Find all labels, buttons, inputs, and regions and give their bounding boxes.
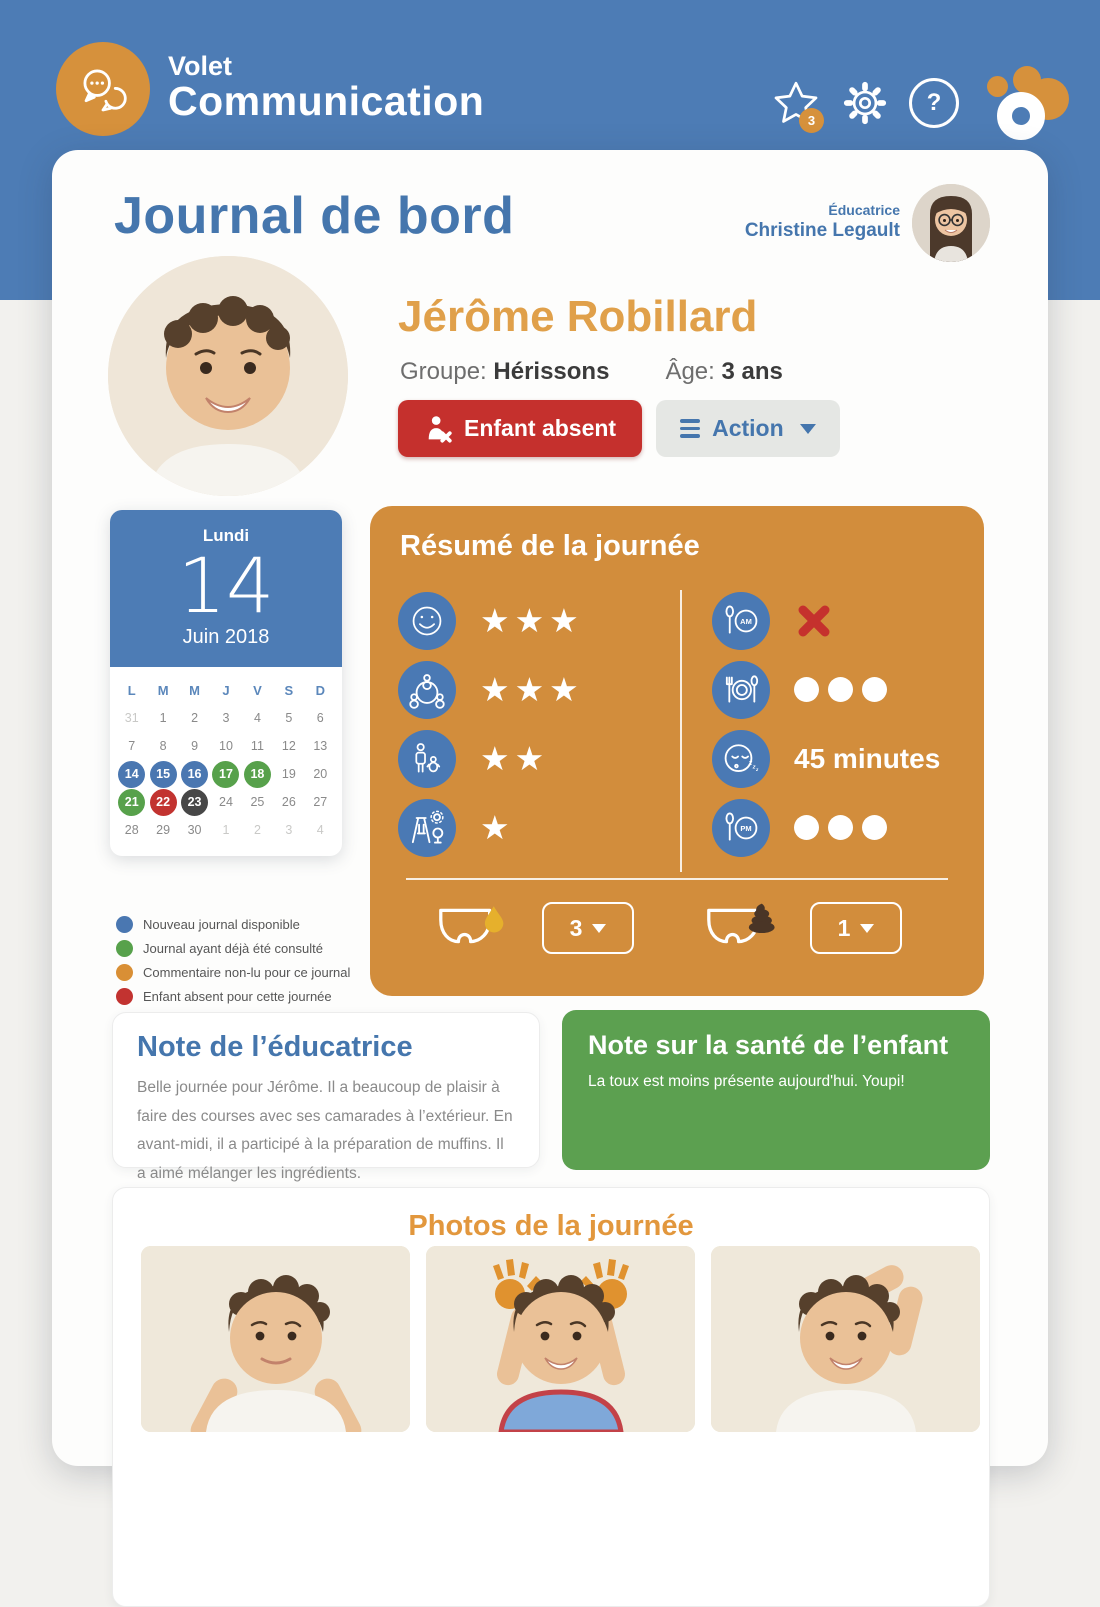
health-note-body: La toux est moins présente aujourd'hui. Youpi!	[588, 1073, 905, 1090]
calendar-day-cell[interactable]: 21	[118, 789, 145, 816]
legend-dot	[116, 940, 133, 957]
calendar-day-cell[interactable]: 4	[253, 710, 261, 725]
star-rating: ★★	[480, 740, 550, 777]
calendar-day-cell[interactable]: 19	[281, 766, 296, 781]
snack-am-icon	[712, 592, 770, 650]
diaper-group	[434, 900, 634, 956]
summary-title: Résumé de la journée	[400, 530, 700, 562]
rating-dot	[862, 815, 887, 840]
calendar-selected-date	[110, 510, 342, 667]
svg-text:AM: AM	[740, 616, 752, 626]
summary-activity-row	[398, 586, 668, 655]
calendar-day-header: D	[315, 682, 325, 698]
health-note-card	[562, 1010, 990, 1170]
child-photo	[108, 256, 348, 496]
diaper-count-select[interactable]	[542, 902, 634, 954]
diaper-count-value: 3	[569, 914, 583, 941]
legend-label: Commentaire non-lu pour ce journal	[143, 965, 351, 980]
legend-label: Journal ayant déjà été consulté	[143, 941, 323, 956]
diaper-soiled-icon	[702, 900, 778, 956]
rating-dot	[828, 815, 853, 840]
snack-pm-icon	[712, 799, 770, 857]
chevron-down-icon	[592, 924, 606, 933]
absent-button[interactable]	[398, 400, 642, 457]
calendar-day-cell[interactable]: 28	[124, 822, 139, 837]
summary-meal-row	[712, 724, 972, 793]
app-logo	[56, 42, 150, 136]
calendar-day-header: S	[284, 682, 294, 698]
calendar-day-cell[interactable]: 5	[285, 710, 293, 725]
calendar-card	[110, 510, 342, 856]
dot-rating	[794, 677, 887, 702]
calendar-day-header: L	[127, 682, 136, 698]
calendar-day-cell[interactable]: 23	[181, 789, 208, 816]
summary-activity-row	[398, 724, 668, 793]
educator-role: Éducatrice	[828, 202, 900, 218]
star-rating: ★★★	[480, 602, 584, 639]
calendar-day-cell[interactable]: 12	[281, 738, 296, 753]
child-name: Jérôme Robillard	[398, 292, 758, 341]
calendar-day-cell[interactable]: 30	[187, 822, 202, 837]
svg-text:z: z	[748, 757, 753, 767]
rating-dot	[794, 815, 819, 840]
nap-duration: 45 minutes	[794, 742, 941, 774]
photos-title: Photos de la journée	[408, 1210, 694, 1242]
calendar-day-cell[interactable]: 17	[212, 761, 239, 788]
help-button[interactable]	[908, 77, 960, 129]
summary-divider-horizontal	[406, 878, 948, 880]
favorites-button[interactable]	[770, 77, 822, 129]
legend-dot	[116, 964, 133, 981]
calendar-day-cell[interactable]: 20	[313, 766, 328, 781]
summary-activity-row	[398, 793, 668, 862]
calendar-day-cell[interactable]: 25	[250, 794, 265, 809]
calendar-day-cell[interactable]: 9	[191, 738, 199, 753]
summary-meal-row	[712, 655, 972, 724]
friends-icon	[398, 661, 456, 719]
lunch-icon	[712, 661, 770, 719]
calendar-day-cell[interactable]: 6	[316, 710, 324, 725]
calendar-day-cell[interactable]: 4	[316, 822, 324, 837]
child-age: Âge: 3 ans	[665, 358, 783, 385]
svg-text:z: z	[756, 766, 759, 772]
calendar-day-cell[interactable]: 1	[159, 710, 167, 725]
calendar-day-cell[interactable]: 7	[128, 738, 136, 753]
app-title-line2: Communication	[168, 78, 485, 125]
help-icon: ?	[909, 78, 959, 128]
mood-icon	[398, 592, 456, 650]
nap-icon	[712, 730, 770, 788]
legend-item	[116, 964, 350, 981]
calendar-day-cell[interactable]: 29	[156, 822, 171, 837]
calendar-day-cell[interactable]: 1	[222, 822, 230, 837]
educator-note-body: Belle journée pour Jérôme. Il a beaucoup de plaisir à faire des courses avec ses camarades à l’extérieur. En avant-midi, il a participé à la préparation de muffins. Il a aimé mélanger les ingrédients.	[137, 1079, 513, 1183]
legend-item	[116, 988, 350, 1005]
diaper-group	[702, 900, 902, 956]
calendar-day-cell[interactable]: 27	[313, 794, 328, 809]
legend-dot	[116, 916, 133, 933]
educator-avatar[interactable]	[912, 184, 990, 262]
chevron-down-icon	[860, 924, 874, 933]
educator-note-card	[112, 1012, 540, 1183]
absent-x-icon	[794, 601, 834, 641]
menu-icon	[680, 419, 700, 438]
calendar-day-header: M	[157, 682, 169, 698]
gear-icon	[840, 78, 890, 128]
calendar-day-cell[interactable]: 11	[250, 738, 264, 753]
chevron-down-icon	[800, 424, 816, 434]
chat-bubbles-icon	[75, 61, 131, 117]
summary-activities	[398, 586, 668, 862]
action-dropdown[interactable]	[656, 400, 840, 457]
calendar-day-cell[interactable]: 24	[219, 794, 233, 809]
page-title: Journal de bord	[114, 187, 515, 245]
calendar-day-cell[interactable]: 16	[181, 761, 208, 788]
calendar-day-cell[interactable]: 10	[219, 738, 233, 753]
settings-button[interactable]	[839, 77, 891, 129]
calendar-day-cell[interactable]: 31	[124, 710, 139, 725]
calendar-day-cell[interactable]: 14	[118, 761, 145, 788]
calendar-day-cell[interactable]: 13	[313, 738, 328, 753]
action-button-label: Action	[712, 415, 784, 441]
calendar-day-header: V	[253, 682, 262, 698]
legend-label: Enfant absent pour cette journée	[143, 989, 332, 1004]
diaper-row	[370, 900, 984, 970]
diaper-count-select[interactable]	[810, 902, 902, 954]
summary-meal-row	[712, 586, 972, 655]
paw-logo[interactable]	[985, 66, 1069, 140]
legend-label: Nouveau journal disponible	[143, 917, 300, 932]
star-rating: ★	[480, 809, 515, 846]
summary-divider-vertical	[680, 590, 682, 872]
svg-text:PM: PM	[740, 823, 752, 833]
absent-button-label: Enfant absent	[464, 415, 617, 441]
calendar-day-cell[interactable]: 3	[222, 710, 230, 725]
photos-card	[112, 1187, 990, 1607]
legend-dot	[116, 988, 133, 1005]
calendar-day-cell[interactable]: 2	[191, 710, 199, 725]
educator-name: Christine Legault	[744, 220, 900, 241]
app-title-line1: Volet	[168, 51, 233, 81]
health-note-title: Note sur la santé de l’enfant	[588, 1030, 949, 1060]
notification-badge: 3	[799, 108, 824, 133]
app-title	[168, 52, 484, 123]
photo-of-day[interactable]	[426, 1246, 695, 1432]
calendar-day-cell[interactable]: 2	[253, 822, 261, 837]
educator-info	[745, 202, 900, 242]
star-rating: ★★★	[480, 671, 584, 708]
journal-card	[52, 150, 1048, 1466]
calendar-day-cell[interactable]: 15	[150, 761, 177, 788]
child-absent-icon	[424, 414, 454, 444]
outdoor-icon	[398, 799, 456, 857]
calendar-day-number: 14	[177, 541, 275, 630]
caregiver-icon	[398, 730, 456, 788]
diaper-wet-icon	[434, 900, 510, 956]
dot-rating	[794, 815, 887, 840]
photos-row	[141, 1246, 980, 1432]
calendar-month-year: Juin 2018	[182, 625, 270, 648]
calendar-day-cell[interactable]: 8	[159, 738, 167, 753]
diaper-count-value: 1	[837, 914, 851, 941]
photo-of-day[interactable]	[711, 1246, 980, 1432]
day-summary-card	[370, 506, 984, 996]
calendar-day-header: J	[222, 682, 230, 698]
child-age-value: 3 ans	[721, 358, 783, 385]
header-icons	[770, 66, 1069, 140]
child-group: Groupe: Hérissons	[400, 358, 610, 385]
svg-text:z: z	[752, 764, 756, 771]
educator-note-title: Note de l’éducatrice	[137, 1031, 413, 1063]
child-actions	[398, 400, 840, 457]
rating-dot	[794, 677, 819, 702]
rating-dot	[828, 677, 853, 702]
mini-calendar	[110, 667, 342, 856]
calendar-day-cell[interactable]: 18	[244, 761, 271, 788]
calendar-day-header: M	[189, 682, 200, 698]
calendar-weekday: Lundi	[202, 526, 250, 545]
calendar-legend	[116, 916, 350, 1005]
calendar-day-cell[interactable]: 3	[285, 822, 293, 837]
summary-activity-row	[398, 655, 668, 724]
legend-item	[116, 940, 350, 957]
photo-of-day[interactable]	[141, 1246, 410, 1432]
child-group-value: Hérissons	[493, 358, 610, 385]
summary-meal-row	[712, 793, 972, 862]
summary-meals	[712, 586, 972, 862]
calendar-day-cell[interactable]: 26	[281, 794, 296, 809]
legend-item	[116, 916, 350, 933]
rating-dot	[862, 677, 887, 702]
child-meta	[400, 358, 783, 386]
calendar-day-cell[interactable]: 22	[150, 789, 177, 816]
